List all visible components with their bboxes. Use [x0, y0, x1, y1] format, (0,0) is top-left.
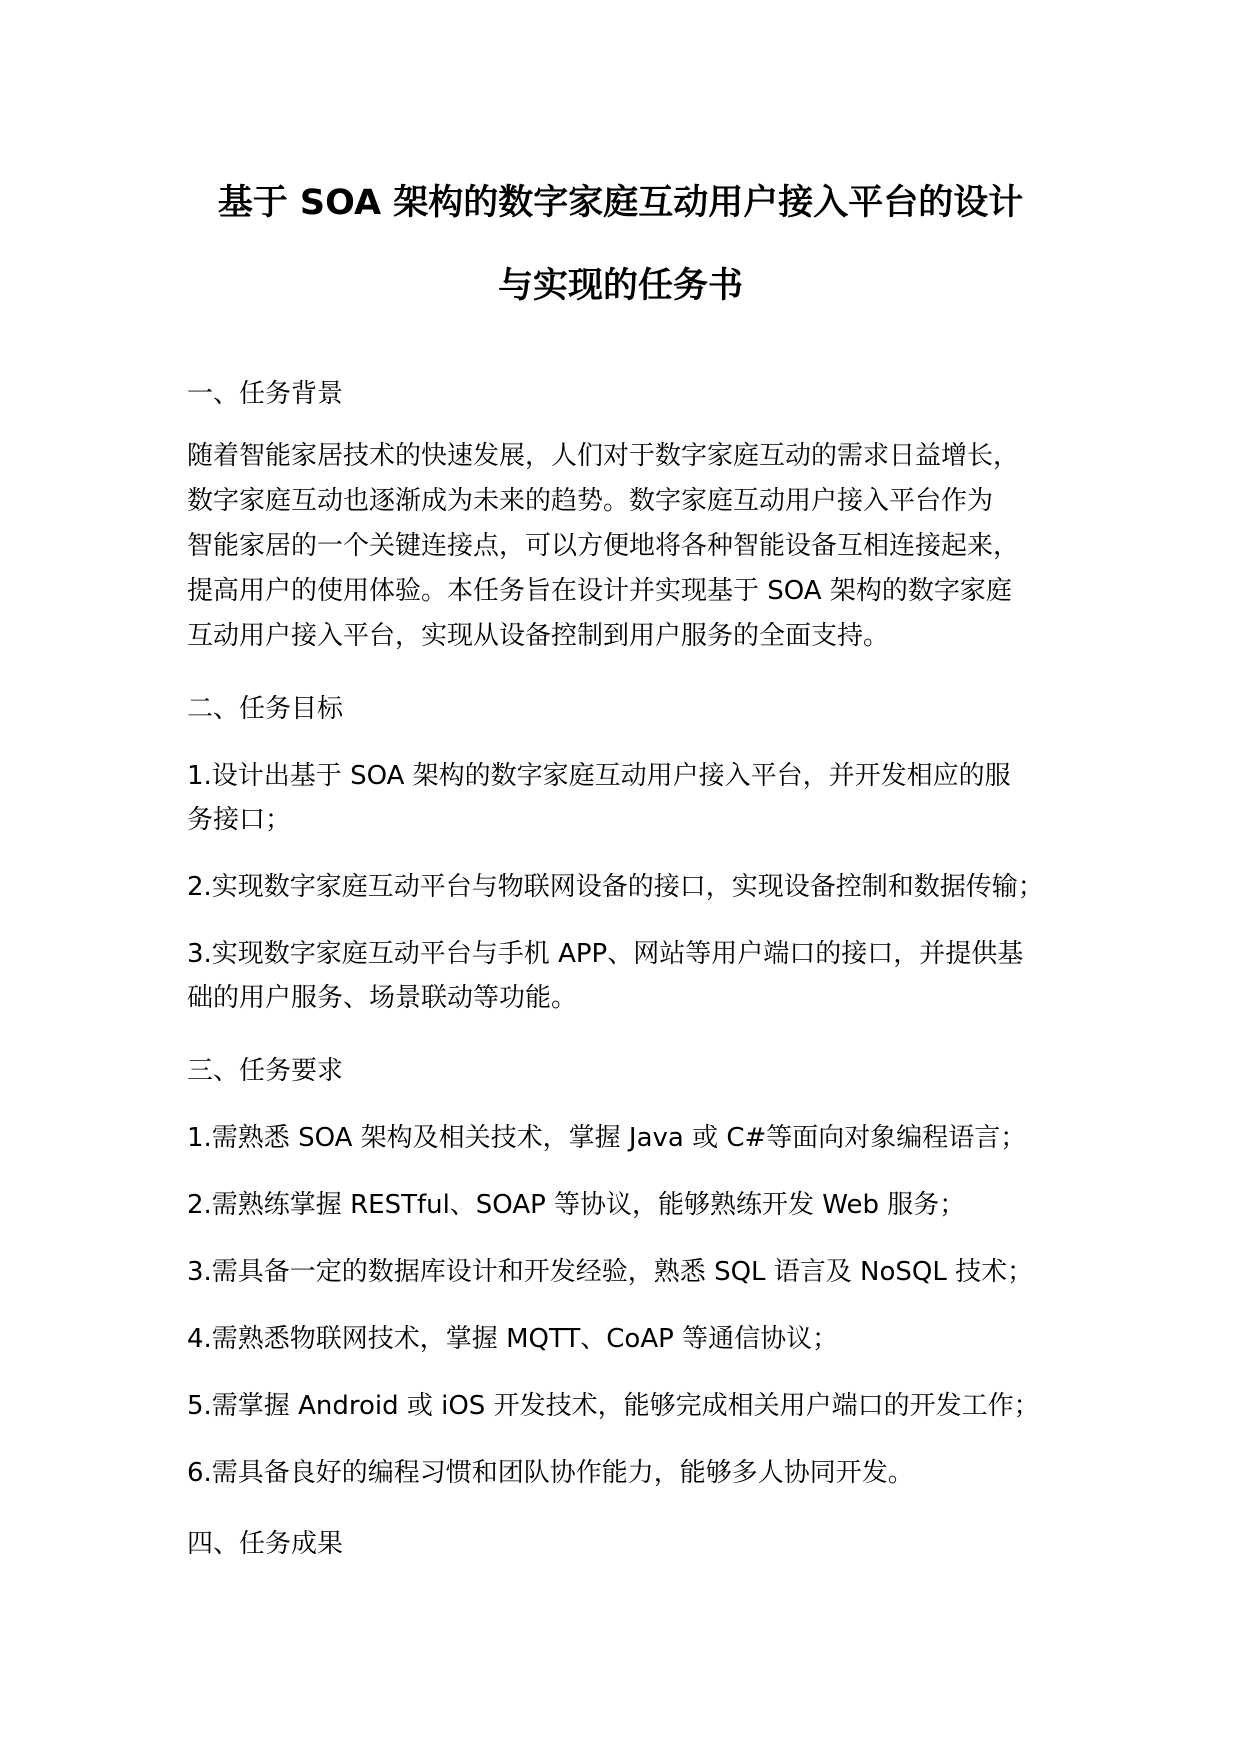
list-item-line: 6.需具备良好的编程习惯和团队协作能力，能够多人协同开发。	[187, 1458, 914, 1488]
list-item-line: 3.需具备一定的数据库设计和开发经验，熟悉 SQL 语言及 NoSQL 技术；	[187, 1257, 1034, 1287]
document-title-line1: 基于 SOA 架构的数字家庭互动用户接入平台的设计	[217, 183, 1024, 223]
paragraph-line: 数字家庭互动也逐渐成为未来的趋势。数字家庭互动用户接入平台作为	[187, 486, 994, 516]
section-heading-background: 一、任务背景	[187, 379, 344, 409]
list-item-line: 础的用户服务、场景联动等功能。	[187, 983, 578, 1013]
list-item-line: 务接口；	[187, 805, 292, 835]
list-item-line: 3.实现数字家庭互动平台与手机 APP、网站等用户端口的接口，并提供基	[187, 939, 1024, 969]
list-item-line: 2.需熟练掌握 RESTful、SOAP 等协议，能够熟练开发 Web 服务；	[187, 1190, 966, 1220]
document-title-line2: 与实现的任务书	[497, 266, 743, 306]
list-item-line: 4.需熟悉物联网技术，掌握 MQTT、CoAP 等通信协议；	[187, 1324, 839, 1354]
section-heading-results: 四、任务成果	[187, 1529, 344, 1559]
section-heading-requirements: 三、任务要求	[187, 1056, 344, 1086]
paragraph-line: 智能家居的一个关键连接点，可以方便地将各种智能设备互相连接起来，	[187, 531, 1020, 561]
list-item-line: 2.实现数字家庭互动平台与物联网设备的接口，实现设备控制和数据传输；	[187, 872, 1044, 902]
list-item-line: 5.需掌握 Android 或 iOS 开发技术，能够完成相关用户端口的开发工作；	[187, 1391, 1040, 1421]
paragraph-line: 提高用户的使用体验。本任务旨在设计并实现基于 SOA 架构的数字家庭	[187, 576, 1012, 606]
section-heading-goals: 二、任务目标	[187, 694, 344, 724]
paragraph-line: 互动用户接入平台，实现从设备控制到用户服务的全面支持。	[187, 621, 890, 651]
list-item-line: 1.设计出基于 SOA 架构的数字家庭互动用户接入平台，并开发相应的服	[187, 761, 1011, 791]
list-item-line: 1.需熟悉 SOA 架构及相关技术，掌握 Java 或 C#等面向对象编程语言；	[187, 1123, 1027, 1153]
paragraph-line: 随着智能家居技术的快速发展，人们对于数字家庭互动的需求日益增长，	[187, 441, 1020, 471]
